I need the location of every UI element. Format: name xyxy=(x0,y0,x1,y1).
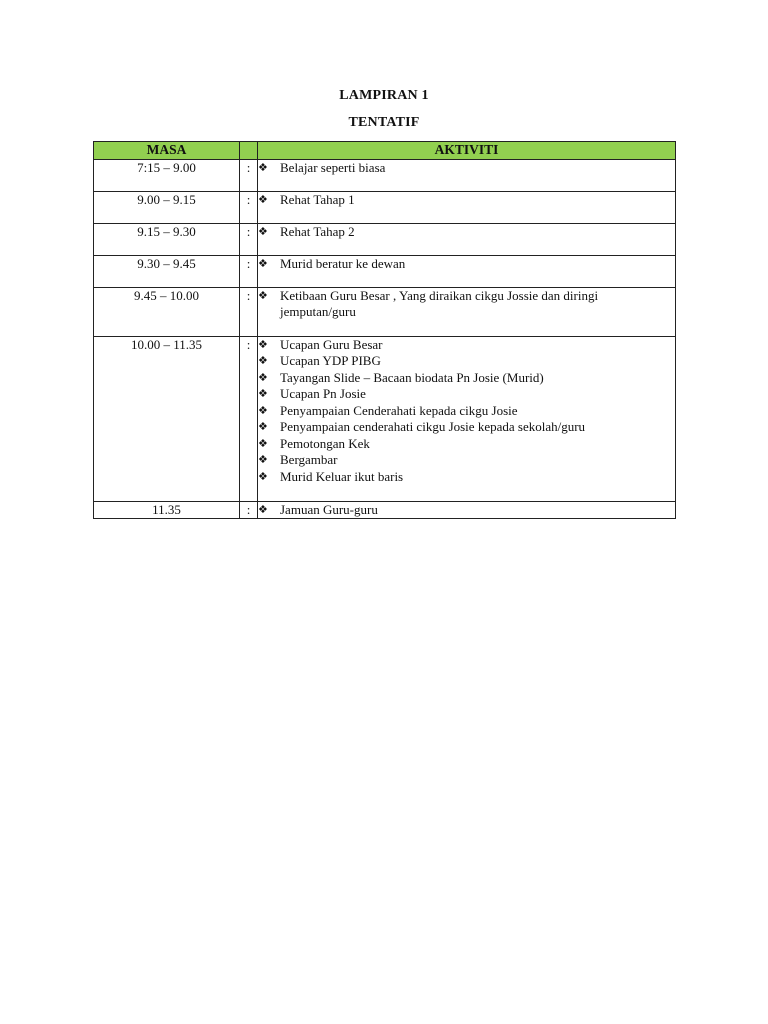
list-item xyxy=(258,419,675,436)
diamond-bullet-icon: ❖ xyxy=(258,403,268,417)
activity-text: Murid beratur ke dewan xyxy=(280,255,406,271)
list-item xyxy=(258,353,675,370)
masa-cell: 9.30 – 9.45 xyxy=(94,255,240,287)
diamond-bullet-icon: ❖ xyxy=(258,256,268,270)
masa-cell: 7:15 – 9.00 xyxy=(94,159,240,191)
diamond-bullet-icon: ❖ xyxy=(258,192,268,206)
list-item xyxy=(258,436,675,453)
diamond-bullet-icon: ❖ xyxy=(258,288,268,302)
list-item xyxy=(258,386,675,403)
activity-text: Ucapan YDP PIBG xyxy=(280,353,381,368)
activity-text: Ucapan Guru Besar xyxy=(280,336,383,352)
activity-text: Pemotongan Kek xyxy=(280,435,370,451)
activity-text: Penyampaian Cenderahati kepada cikgu Josie xyxy=(280,402,518,418)
diamond-bullet-icon: ❖ xyxy=(258,370,268,384)
activity-list xyxy=(258,256,675,273)
activity-text: Jamuan Guru-guru xyxy=(280,501,378,517)
table-header-row xyxy=(94,142,676,160)
diamond-bullet-icon: ❖ xyxy=(258,160,268,174)
diamond-bullet-icon: ❖ xyxy=(258,436,268,450)
activity-list xyxy=(258,502,675,519)
masa-cell: 9.15 – 9.30 xyxy=(94,223,240,255)
activity-text: Rehat Tahap 1 xyxy=(280,191,355,207)
list-item xyxy=(258,160,675,177)
masa-cell: 9.45 – 10.00 xyxy=(94,287,240,336)
diamond-bullet-icon: ❖ xyxy=(258,387,268,400)
list-item xyxy=(258,502,675,519)
colon-cell: : xyxy=(240,336,258,501)
list-item xyxy=(258,403,675,420)
list-item xyxy=(258,469,675,486)
activity-list xyxy=(258,224,675,241)
masa-cell: 11.35 xyxy=(94,501,240,519)
aktiviti-cell xyxy=(258,336,676,501)
aktiviti-cell xyxy=(258,191,676,223)
activity-text: Ucapan Pn Josie xyxy=(280,386,366,401)
activity-text: Ketibaan Guru Besar , Yang diraikan cikgu Jossie dan diringi jemputan/guru xyxy=(280,287,599,319)
diamond-bullet-icon: ❖ xyxy=(258,502,268,516)
diamond-bullet-icon: ❖ xyxy=(258,224,268,238)
activity-text: Bergambar xyxy=(280,452,338,467)
document-subtitle: TENTATIF xyxy=(348,115,420,130)
colon-cell: : xyxy=(240,223,258,255)
activity-list xyxy=(258,160,675,177)
header-masa: MASA xyxy=(94,142,240,160)
activity-list xyxy=(258,192,675,209)
schedule-table xyxy=(93,141,676,519)
table-row xyxy=(94,159,676,191)
list-item xyxy=(258,337,675,354)
list-item xyxy=(258,288,675,321)
header-colon xyxy=(240,142,258,160)
table-row xyxy=(94,336,676,501)
activity-list xyxy=(258,337,675,486)
diamond-bullet-icon: ❖ xyxy=(258,469,268,483)
table-row xyxy=(94,223,676,255)
table-row xyxy=(94,191,676,223)
list-item xyxy=(258,224,675,241)
schedule-body xyxy=(94,159,676,519)
activity-text: Rehat Tahap 2 xyxy=(280,223,355,239)
activity-list xyxy=(258,288,675,321)
diamond-bullet-icon: ❖ xyxy=(258,453,268,466)
colon-cell: : xyxy=(240,191,258,223)
activity-text: Belajar seperti biasa xyxy=(280,159,386,175)
list-item xyxy=(258,452,675,469)
masa-cell: 9.00 – 9.15 xyxy=(94,191,240,223)
aktiviti-cell xyxy=(258,223,676,255)
activity-text: Murid Keluar ikut baris xyxy=(280,468,404,484)
colon-cell: : xyxy=(240,159,258,191)
list-item xyxy=(258,192,675,209)
header-aktiviti: AKTIVITI xyxy=(258,142,676,160)
activity-text: Penyampaian cenderahati cikgu Josie kepada sekolah/guru xyxy=(280,419,586,434)
diamond-bullet-icon: ❖ xyxy=(258,420,268,433)
aktiviti-cell xyxy=(258,287,676,336)
table-row xyxy=(94,287,676,336)
diamond-bullet-icon: ❖ xyxy=(258,354,268,367)
diamond-bullet-icon: ❖ xyxy=(258,337,268,351)
masa-cell: 10.00 – 11.35 xyxy=(94,336,240,501)
table-row xyxy=(94,255,676,287)
aktiviti-cell xyxy=(258,255,676,287)
list-item xyxy=(258,256,675,273)
table-row xyxy=(94,501,676,519)
aktiviti-cell xyxy=(258,501,676,519)
colon-cell: : xyxy=(240,287,258,336)
aktiviti-cell xyxy=(258,159,676,191)
activity-text: Tayangan Slide – Bacaan biodata Pn Josie (Murid) xyxy=(280,369,544,385)
document-title: LAMPIRAN 1 xyxy=(339,88,429,103)
colon-cell: : xyxy=(240,255,258,287)
colon-cell: : xyxy=(240,501,258,519)
list-item xyxy=(258,370,675,387)
